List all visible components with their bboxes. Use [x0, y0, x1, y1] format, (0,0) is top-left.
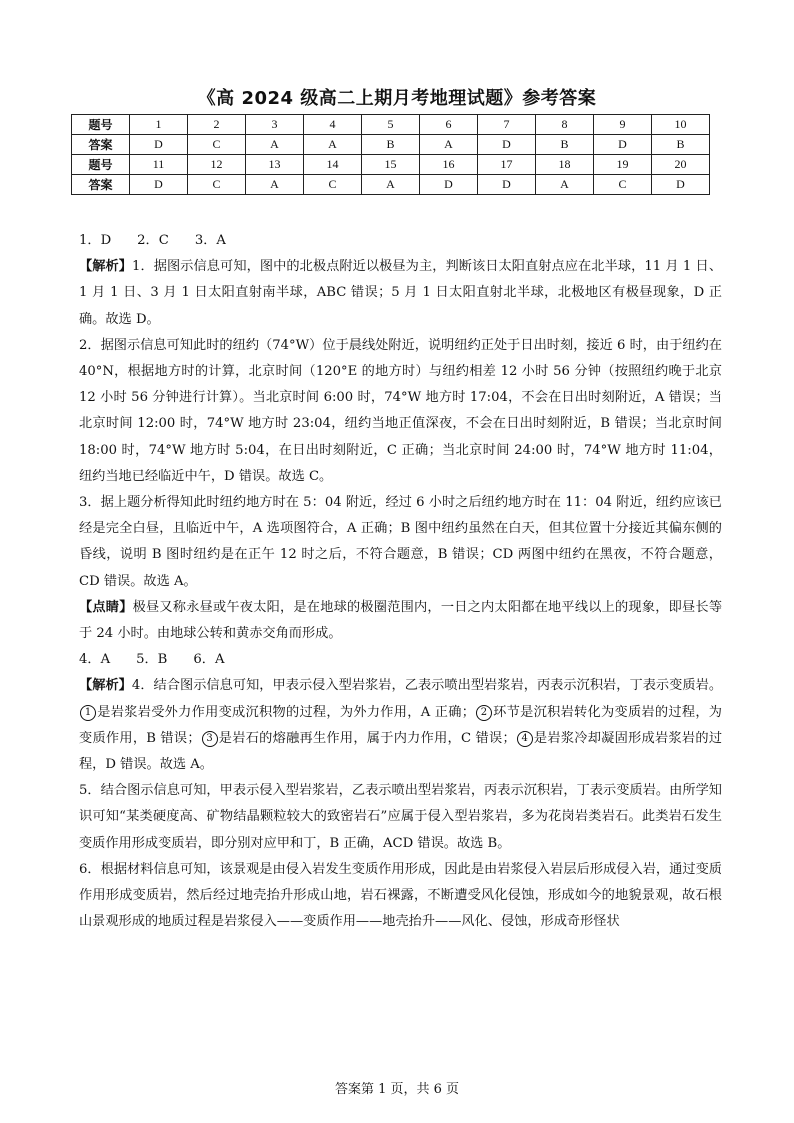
- table-row-numbers-1: [72, 115, 710, 135]
- table-cell: 13: [246, 155, 304, 175]
- answer-item: 1．D: [79, 233, 112, 248]
- table-row-answers-2: [72, 175, 710, 195]
- table-row-numbers-2: [72, 155, 710, 175]
- table-cell: D: [130, 175, 188, 195]
- table-cell: 17: [478, 155, 536, 175]
- table-cell: A: [246, 175, 304, 195]
- explanation-q1: [79, 254, 722, 333]
- row-label: 题号: [72, 115, 130, 135]
- table-cell: 11: [130, 155, 188, 175]
- page-title: 《高 2024 级高二上期月考地理试题》参考答案: [197, 88, 597, 109]
- explanation-text: 环节是沉积岩转化为变质岩的过程，为变质作用，B 错误；: [79, 704, 722, 746]
- explanation-q6: 6．根据材料信息可知，该景观是由侵入岩发生变质作用形成，因此是由岩浆侵入岩层后形成侵入岩，通过变质作用形成变质岩，然后经过地壳抬升形成山地，岩石裸露，不断遭受风化侵蚀，形成如今的地貌景观，故石根山景观形成的地质过程是岩浆侵入——变质作用——地壳抬升——风化、侵蚀，形成奇形怪状: [79, 861, 722, 930]
- table-cell: 6: [420, 115, 478, 135]
- table-cell: D: [478, 135, 536, 155]
- table-cell: 8: [536, 115, 594, 135]
- key-point-text: 极昼又称永昼或午夜太阳，是在地球的极圈范围内，一日之内太阳都在地平线以上的现象，即昼长等于 24 小时。由地球公转和黄赤交角而形成。: [79, 599, 723, 642]
- analysis-tag: 【解析】: [79, 259, 133, 275]
- explanation-text: 是岩浆岩受外力作用变成沉积物的过程，为外力作用，A 正确；: [97, 704, 475, 720]
- table-cell: 14: [304, 155, 362, 175]
- key-point-tag: 【点睛】: [79, 599, 133, 615]
- row-label: 答案: [72, 175, 130, 195]
- table-cell: C: [188, 175, 246, 195]
- explanation-q4: [79, 673, 722, 778]
- explanation-q3: 3．据上题分析得知此时纽约地方时在 5：04 附近，经过 6 小时之后纽约地方时在 11：04 附近，纽约应该已经是完全白昼，且临近中午，A 选项图符合，A 正确；B 图中纽约虽然在白天，但其位置十分接近其偏东侧的昏线，说明 B 图时纽约是在正午 12 时之后，不符合题意，B 错误；CD 两图中纽约在黑夜，不符合题意，CD 错误。故选 A。: [79, 495, 722, 589]
- table-cell: 10: [652, 115, 710, 135]
- key-point: [79, 595, 722, 647]
- explanation-text: 是岩石的熔融再生作用，属于内力作用，C 错误；: [218, 730, 516, 746]
- table-cell: D: [594, 135, 652, 155]
- answer-item: 4．A: [79, 652, 111, 668]
- table-cell: 15: [362, 155, 420, 175]
- explanation-text: 1．据图示信息可知，图中的北极点附近以极昼为主，判断该日太阳直射点应在北半球，11 月 1 日、1 月 1 日、3 月 1 日太阳直射南半球，ABC 错误；5 月 1 日太阳直射北半球，北极地区有极昼现象，D 正确。故选 D。: [79, 259, 723, 327]
- answer-item: 6．A: [193, 652, 225, 668]
- explanation-q5: 5．结合图示信息可知，甲表示侵入型岩浆岩，乙表示喷出型岩浆岩，丙表示沉积岩，丁表示变质岩。由所学知识可知“某类硬度高、矿物结晶颗粒较大的致密岩石”应属于侵入型岩浆岩，多为花岗岩类岩石。此类岩石发生变质作用形成变质岩，即分别对应甲和丁，B 正确，ACD 错误。故选 B。: [79, 783, 722, 851]
- table-cell: A: [536, 175, 594, 195]
- table-cell: C: [304, 175, 362, 195]
- table-cell: A: [362, 175, 420, 195]
- circled-number: 2: [476, 705, 492, 721]
- table-cell: D: [478, 175, 536, 195]
- circled-number: 4: [517, 731, 533, 747]
- analysis-tag: 【解析】: [79, 678, 132, 694]
- row-label: 答案: [72, 135, 130, 155]
- circled-number: 1: [80, 705, 96, 721]
- explanation-text: 是岩浆冷却凝固形成岩浆岩的过程，D 错误。故选 A。: [79, 730, 723, 773]
- table-cell: A: [246, 135, 304, 155]
- table-cell: 19: [594, 155, 652, 175]
- table-cell: 18: [536, 155, 594, 175]
- page-footer: 答案第 1 页，共 6 页: [334, 1082, 460, 1097]
- table-cell: 9: [594, 115, 652, 135]
- table-cell: D: [130, 135, 188, 155]
- answer-line-4-6: [79, 647, 722, 673]
- table-cell: 12: [188, 155, 246, 175]
- circled-number: 3: [202, 731, 218, 747]
- table-cell: 4: [304, 115, 362, 135]
- table-cell: C: [188, 135, 246, 155]
- answer-item: 3．A: [194, 233, 226, 248]
- table-cell: 5: [362, 115, 420, 135]
- table-cell: A: [304, 135, 362, 155]
- table-cell: C: [594, 175, 652, 195]
- explanation-q2: 2．据图示信息可知此时的纽约（74°W）位于晨线处附近，说明纽约正处于日出时刻，接近 6 时，由于纽约在 40°N，根据地方时的计算，北京时间（120°E 的地方时）与纽约相差 12 小时 56 分钟（按照纽约晚于北京 12 小时 56 分钟进行计算）。当北京时间 6:00 时，74°W 地方时 17:04，不会在日出时刻附近，A 错误；当北京时间 12:00 时，74°W 地方时 23:04，纽约当地正值深夜，不会在日出时刻附近，B 错误；当北京时间 18:00 时，74°W 地方时 5:04，在日出时刻附近，C 正确；当北京时间 24:00 时，74°W 地方时 11:04，纽约当地已经临近中午，D 错误。故选 C。: [79, 337, 722, 484]
- table-cell: B: [652, 135, 710, 155]
- table-row-answers-1: [72, 135, 710, 155]
- table-cell: 20: [652, 155, 710, 175]
- answer-item: 5．B: [136, 652, 168, 668]
- table-cell: D: [420, 175, 478, 195]
- answer-explanations: [79, 228, 722, 935]
- answer-table: [71, 114, 710, 195]
- answer-line-1-3: [79, 228, 722, 254]
- table-cell: 3: [246, 115, 304, 135]
- table-cell: 16: [420, 155, 478, 175]
- table-cell: D: [652, 175, 710, 195]
- table-cell: B: [362, 135, 420, 155]
- row-label: 题号: [72, 155, 130, 175]
- table-cell: B: [536, 135, 594, 155]
- table-cell: A: [420, 135, 478, 155]
- table-cell: 1: [130, 115, 188, 135]
- explanation-text: 4．结合图示信息可知，甲表示侵入型岩浆岩，乙表示喷出型岩浆岩，丙表示沉积岩，丁表示变质岩。: [131, 678, 723, 694]
- table-cell: 2: [188, 115, 246, 135]
- table-cell: 7: [478, 115, 536, 135]
- answer-item: 2．C: [137, 233, 169, 248]
